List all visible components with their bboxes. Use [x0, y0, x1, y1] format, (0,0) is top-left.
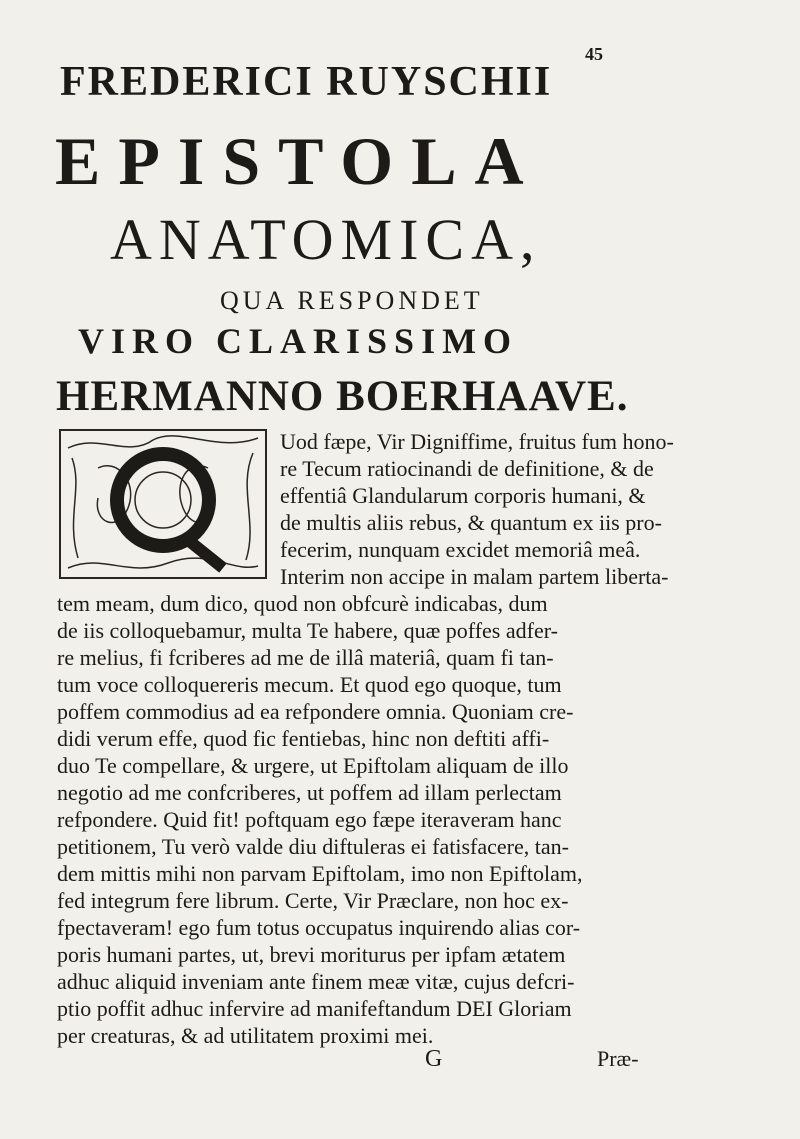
body-line-14: negotio ad me confcriberes, ut poffem ad illam perlectam — [57, 780, 562, 805]
body-line-22: ptio poffit adhuc infervire ad manifeftandum DEI Gloriam — [57, 996, 572, 1021]
body-line-7: tem meam, dum dico, quod non obfcurè indicabas, dum — [57, 591, 548, 616]
body-line-3: effentiâ Glandularum corporis humani, & — [280, 483, 646, 508]
body-line-16: petitionem, Tu verò valde diu diftuleras ei fatisfacere, tan- — [57, 834, 569, 859]
body-line-13: duo Te compellare, & urgere, ut Epiftolam aliquam de illo — [57, 753, 569, 778]
body-line-9: re melius, fi fcriberes ad me de illâ materiâ, quam fi tan- — [57, 645, 554, 670]
body-line-18: fed integrum fere librum. Certe, Vir Præclare, non hoc ex- — [57, 888, 569, 913]
body-line-10: tum voce colloquereris mecum. Et quod ego quoque, tum — [57, 672, 562, 697]
body-line-12: didi verum effe, quod fic fentiebas, hinc non deftiti affi- — [57, 726, 550, 751]
body-line-23: per creaturas, & ad utilitatem proximi mei. — [57, 1023, 434, 1048]
title-viro-clarissimo: VIRO CLARISSIMO — [78, 321, 519, 361]
author-heading: FREDERICI RUYSCHII — [60, 59, 553, 105]
body-line-6: Interim non accipe in malam partem liberta- — [280, 564, 669, 589]
body-line-15: refpondere. Quid fit! poftquam ego fæpe iteraveram hanc — [57, 807, 562, 832]
decorated-initial-q-icon — [58, 428, 268, 580]
body-line-21: adhuc aliquid inveniam ante finem meæ vitæ, cujus defcri- — [57, 969, 575, 994]
page-number: 45 — [585, 44, 603, 64]
signature-mark: G — [425, 1046, 443, 1072]
title-anatomica: ANATOMICA, — [110, 207, 542, 272]
body-line-4: de multis aliis rebus, & quantum ex iis pro- — [280, 510, 662, 535]
title-qua-respondet: QUA RESPONDET — [220, 286, 484, 315]
title-recipient: HERMANNO BOERHAAVE. — [56, 373, 629, 420]
body-line-11: poffem commodius ad ea refpondere omnia. Quoniam cre- — [57, 699, 574, 724]
body-line-19: fpectaveram! ego fum totus occupatus inquirendo alias cor- — [57, 915, 581, 940]
body-line-2: re Tecum ratiocinandi de definitione, & de — [280, 456, 654, 481]
title-epistola: EPISTOLA — [55, 123, 542, 199]
body-line-5: fecerim, nunquam excidet memoriâ meâ. — [280, 537, 641, 562]
catchword: Præ- — [597, 1046, 639, 1071]
body-line-1: Uod fæpe, Vir Digniffime, fruitus fum hono- — [280, 429, 674, 454]
body-line-17: dem mittis mihi non parvam Epiftolam, imo non Epiftolam, — [57, 861, 583, 886]
body-line-8: de iis colloquebamur, multa Te habere, quæ poffes adfer- — [57, 618, 558, 643]
body-line-20: poris humani partes, ut, brevi moriturus per ipfam ætatem — [57, 942, 566, 967]
